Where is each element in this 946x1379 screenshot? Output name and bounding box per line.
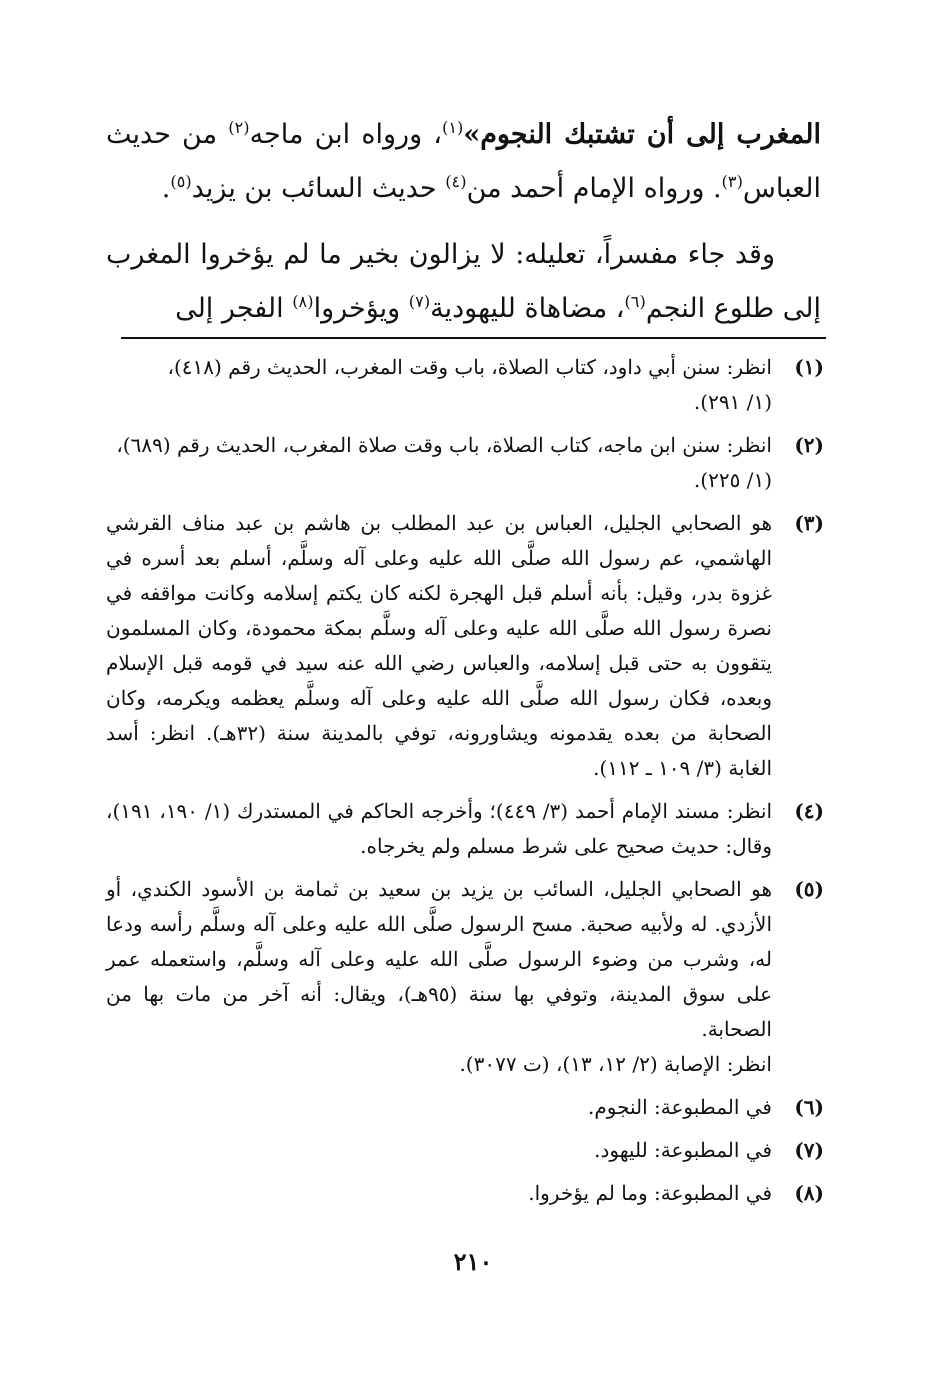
footnote-line: في المطبوعة: وما لم يؤخروا.: [528, 1181, 772, 1205]
footnote-text: [106, 1133, 772, 1168]
text-run: .: [161, 173, 171, 204]
footnote-line: هو الصحابي الجليل، العباس بن عبد المطلب بن هاشم بن عبد مناف القرشي الهاشمي، عم رسول الله صلَّى الله عليه وعلى آله وسلَّم، أسلم بعد أسره في غزوة بدر، وقيل: بأنه أسلم قبل الهجرة لكنه كان يكتم إسلامه وكانت مواقفه في نصرة رسول الله صلَّى الله عليه وعلى آله وسلَّم بمكة محمودة، وكان المسلمون يتقوون به حتى قبل إسلامه، والعباس رضي الله عنه سيد في قومه قبل الإسلام وبعده، فكان رسول الله صلَّى الله عليه وعلى آله وسلَّم يعظمه ويكرمه، وكان الصحابة من بعده يقدمونه ويشاورونه، توفي بالمدينة سنة (٣٢هـ). انظر: أسد الغابة (٣/ ١٠٩ ـ ١١٢).: [106, 511, 772, 780]
footnote-line: هو الصحابي الجليل، السائب بن يزيد بن سعيد بن ثمامة بن الأسود الكندي، أو الأزدي. له ولأبيه صحبة. مسح الرسول صلَّى الله عليه وعلى آله وسلَّم رأسه ودعا له، وشرب من وضوء الرسول صلَّى الله عليه وعلى آله وسلَّم، واستعمله عمر على سوق المدينة، وتوفي بها سنة (٩٥هـ)، ويقال: أنه آخر من مات بها من الصحابة.: [106, 877, 772, 1041]
footnote-item: [106, 794, 824, 864]
footnote-text: [106, 1090, 772, 1125]
footnote-line: في المطبوعة: لليهود.: [594, 1138, 772, 1162]
text-run: من حديث العباس: [106, 119, 821, 204]
footnote-item: [106, 1176, 824, 1211]
footnote-text: [106, 794, 772, 864]
text-run: . ورواه الإمام أحمد من: [466, 173, 722, 204]
footnote-item: [106, 350, 824, 420]
main-paragraph-1: [106, 108, 821, 216]
footnote-item: [106, 506, 824, 786]
footnote-text: [106, 506, 772, 786]
text-run: ، مضاهاة لليهودية: [430, 293, 625, 324]
text-run: ، ورواه ابن ماجه: [249, 119, 442, 150]
bold-quote-ending: المغرب إلى أن تشتبك النجوم»: [463, 119, 821, 150]
footnote-item: [106, 872, 824, 1082]
footnote-reference: (٦): [624, 292, 646, 311]
text-run: ويؤخروا: [313, 293, 409, 324]
footnote-separator: [121, 337, 826, 339]
footnote-text: [106, 428, 772, 498]
footnote-line: (١/ ٢٩١).: [693, 390, 772, 414]
footnote-item: [106, 428, 824, 498]
footnotes-section: [106, 350, 824, 1219]
text-run: وقد جاء مفسراً، تعليله: لا يزالون بخير ما لم يؤخروا المغرب إلى طلوع النجم: [106, 239, 821, 324]
footnote-reference: (٣): [721, 172, 743, 191]
footnote-text: [106, 350, 772, 420]
paragraph-2-text: [106, 239, 821, 324]
footnote-line: انظر: سنن ابن ماجه، كتاب الصلاة، باب وقت صلاة المغرب، الحديث رقم (٦٨٩)،: [116, 433, 772, 457]
footnote-line: انظر: مسند الإمام أحمد (٣/ ٤٤٩)؛ وأخرجه الحاكم في المستدرك (١/ ١٩٠، ١٩١)، وقال: حديث صحيح على شرط مسلم ولم يخرجاه.: [106, 799, 772, 858]
footnote-text: [106, 872, 772, 1082]
text-run: الفجر إلى: [175, 293, 293, 324]
footnote-text: [106, 1176, 772, 1211]
footnote-number: (٣): [794, 511, 824, 535]
footnote-number: (١): [794, 355, 824, 379]
footnote-item: [106, 1133, 824, 1168]
footnote-line: في المطبوعة: النجوم.: [588, 1095, 772, 1119]
footnote-line: انظر: سنن أبي داود، كتاب الصلاة، باب وقت المغرب، الحديث رقم (٤١٨)،: [167, 355, 772, 379]
footnote-reference: (١): [441, 118, 464, 137]
footnote-reference: (٤): [445, 172, 467, 191]
footnote-reference: (٥): [170, 172, 192, 191]
footnote-number: (٢): [794, 433, 824, 457]
footnote-number: (٥): [794, 877, 824, 901]
footnote-line: (١/ ٢٢٥).: [693, 468, 772, 492]
footnote-number: (٦): [794, 1095, 824, 1119]
page-number: ٢١٠: [453, 1247, 493, 1276]
footnote-item: [106, 1090, 824, 1125]
footnote-number: (٤): [794, 799, 824, 823]
footnote-reference: (٧): [408, 292, 431, 311]
footnote-number: (٧): [794, 1138, 824, 1162]
main-paragraph-2: [106, 228, 821, 336]
text-run: حديث السائب بن يزيد: [191, 173, 446, 204]
footnote-reference: (٢): [228, 118, 250, 137]
footnote-line: انظر: الإصابة (٢/ ١٢، ١٣)، (ت ٣٠٧٧).: [459, 1052, 772, 1076]
footnote-reference: (٨): [292, 292, 314, 311]
footnote-number: (٨): [794, 1181, 824, 1205]
